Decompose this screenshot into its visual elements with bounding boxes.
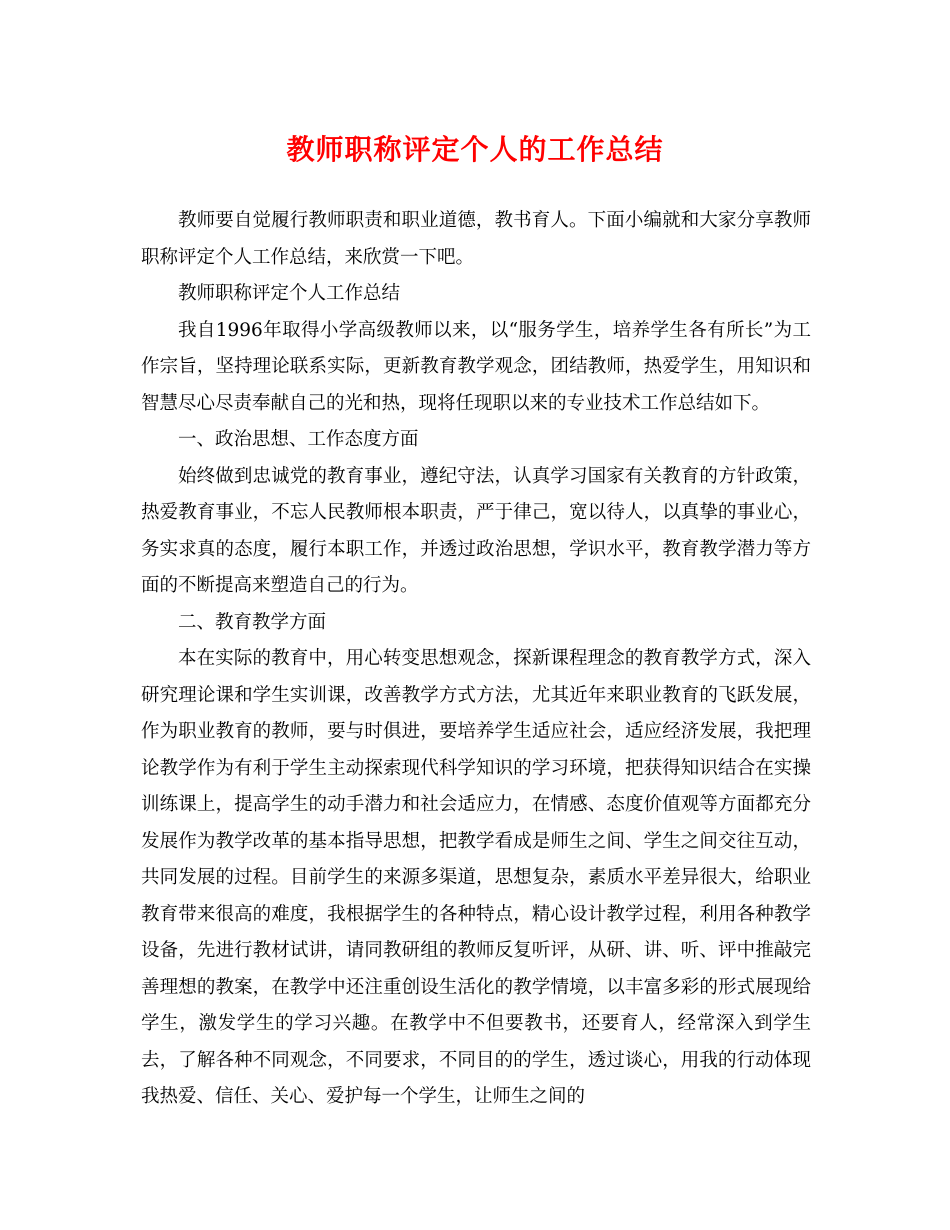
paragraph-intro: 教师要自觉履行教师职责和职业道德，教书育人。下面小编就和大家分享教师职称评定个人工作总结，来欣赏一下吧。 [141, 210, 811, 268]
paragraph-subtitle: 教师职称评定个人工作总结 [178, 283, 401, 304]
paragraph-teaching: 本在实际的教育中，用心转变思想观念，探新课程理念的教育教学方式，深入研究理论课和学生实训课，改善教学方式方法，尤其近年来职业教育的飞跃发展，作为职业教育的教师，要与时俱进，要培养学生适应社会，适应经济发展，我把理论教学作为有利于学生主动探索现代科学知识的学习环境，把获得知识结合在实操训练课上，提高学生的动手潜力和社会适应力，在情感、态度价值观等方面都充分发展作为教学改革的基本指导思想，把教学看成是师生之间、学生之间交往互动，共同发展的过程。目前学生的来源多渠道，思想复杂，素质水平差异很大，给职业教育带来很高的难度，我根据学生的各种特点，精心设计教学过程，利用各种教学设备，先进行教材试讲，请同教研组的教师反复听评，从研、讲、听、评中推敲完善理想的教案，在教学中还注重创设生活化的教学情境，以丰富多彩的形式展现给学生，激发学生的学习兴趣。在教学中不但要教书，还要育人，经常深入到学生去，了解各种不同观念，不同要求，不同目的的学生，透过谈心，用我的行动体现我热爱、信任、关心、爱护每一个学生，让师生之间的 [141, 648, 811, 1107]
section-heading-teaching: 二、教育教学方面 [178, 611, 327, 633]
paragraph-opening: 我自1996年取得小学高级教师以来，以“服务学生，培养学生各有所长”为工作宗旨，坚持理论联系实际，更新教育教学观念，团结教师，热爱学生，用知识和智慧尽心尽责奉献自己的光和热，现将任现职以来的专业技术工作总结如下。 [141, 319, 811, 414]
document-title: 教师职称评定个人的工作总结 [286, 133, 664, 166]
section-heading-politics: 一、政治思想、工作态度方面 [178, 429, 419, 450]
paragraph-politics: 始终做到忠诚党的教育事业，遵纪守法，认真学习国家有关教育的方针政策，热爱教育事业，不忘人民教师根本职责，严于律己，宽以待人，以真挚的事业心，务实求真的态度，履行本职工作，并透过政治思想，学识水平，教育教学潜力等方面的不断提高来塑造自己的行为。 [141, 465, 811, 596]
document-body [141, 203, 811, 1116]
